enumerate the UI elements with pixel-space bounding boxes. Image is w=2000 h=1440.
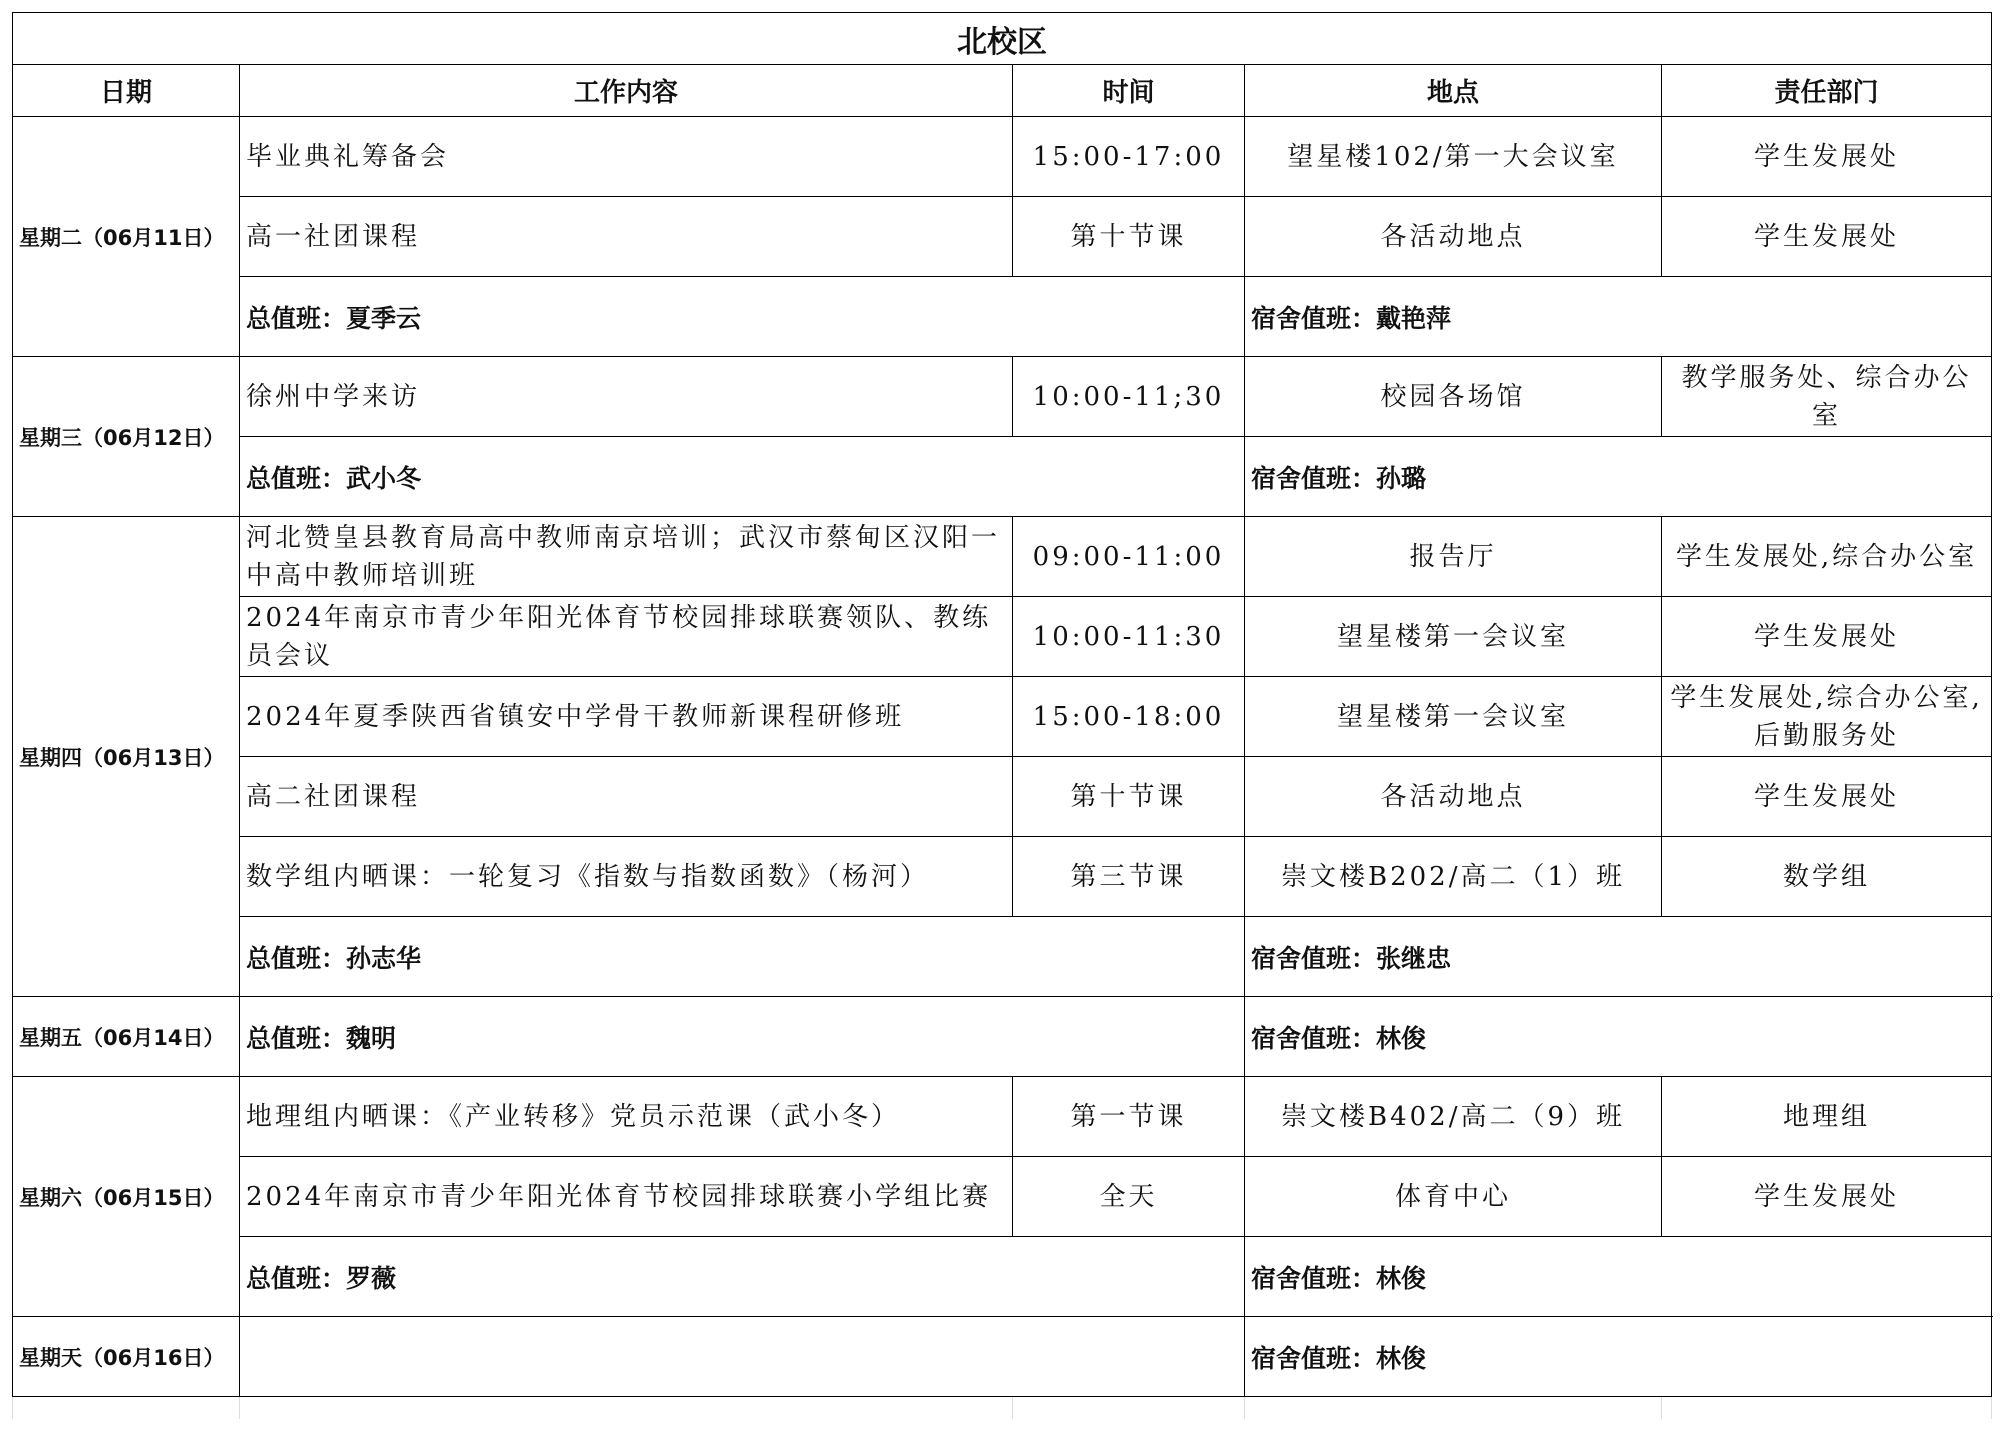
event-row <box>13 197 1992 277</box>
event-time: 第三节课 <box>1013 837 1245 917</box>
event-place: 报告厅 <box>1245 517 1662 597</box>
campus-title: 北校区 <box>13 13 1992 65</box>
event-place: 望星楼第一会议室 <box>1245 597 1662 677</box>
general-duty-label: 总值班： <box>246 943 347 973</box>
day-date: 星期天（06月16日） <box>13 1317 240 1397</box>
header-time: 时间 <box>1013 65 1245 117</box>
trailing-cell <box>1662 1397 1992 1419</box>
event-row <box>13 517 1992 597</box>
event-content: 2024年南京市青少年阳光体育节校园排球联赛领队、教练员会议 <box>240 597 1013 677</box>
event-department: 数学组 <box>1662 837 1992 917</box>
dorm-duty-cell <box>1245 1237 1992 1317</box>
general-duty-name: 罗薇 <box>346 1263 397 1293</box>
trailing-row <box>13 1397 1992 1419</box>
event-department: 学生发展处,综合办公室 <box>1662 517 1992 597</box>
event-content: 2024年南京市青少年阳光体育节校园排球联赛小学组比赛 <box>240 1157 1013 1237</box>
event-department: 学生发展处 <box>1662 597 1992 677</box>
event-department: 学生发展处 <box>1662 757 1992 837</box>
general-duty-label: 总值班： <box>246 1263 347 1293</box>
duty-row <box>13 917 1992 997</box>
header-date: 日期 <box>13 65 240 117</box>
event-time: 10:00-11:30 <box>1013 597 1245 677</box>
general-duty-name: 魏明 <box>346 1023 397 1053</box>
event-department: 地理组 <box>1662 1077 1992 1157</box>
day-date: 星期二（06月11日） <box>13 117 240 357</box>
event-row <box>13 597 1992 677</box>
dorm-duty-label: 宿舍值班： <box>1251 943 1377 973</box>
header-row <box>13 65 1992 117</box>
general-duty-label: 总值班： <box>246 303 347 333</box>
day-date: 星期五（06月14日） <box>13 997 240 1077</box>
day-date: 星期六（06月15日） <box>13 1077 240 1317</box>
trailing-cell <box>240 1397 1013 1419</box>
dorm-duty-cell <box>1245 277 1992 357</box>
dorm-duty-label: 宿舍值班： <box>1251 1263 1377 1293</box>
event-place: 各活动地点 <box>1245 197 1662 277</box>
campus-title-row <box>13 13 1992 65</box>
event-time: 第十节课 <box>1013 197 1245 277</box>
general-duty-name: 武小冬 <box>346 463 422 493</box>
dorm-duty-label: 宿舍值班： <box>1251 1023 1377 1053</box>
day-date: 星期三（06月12日） <box>13 357 240 517</box>
event-content: 数学组内晒课：一轮复习《指数与指数函数》（杨河） <box>240 837 1013 917</box>
event-content: 高二社团课程 <box>240 757 1013 837</box>
dorm-duty-name: 林俊 <box>1376 1343 1427 1373</box>
general-duty-cell <box>240 997 1245 1077</box>
schedule-table <box>12 12 1992 1419</box>
event-place: 体育中心 <box>1245 1157 1662 1237</box>
event-time: 09:00-11:00 <box>1013 517 1245 597</box>
event-row <box>13 1157 1992 1237</box>
event-department: 学生发展处 <box>1662 117 1992 197</box>
event-row <box>13 677 1992 757</box>
dorm-duty-label: 宿舍值班： <box>1251 463 1377 493</box>
general-duty-cell <box>240 917 1245 997</box>
duty-row <box>13 437 1992 517</box>
event-place: 崇文楼B202/高二（1）班 <box>1245 837 1662 917</box>
event-content: 毕业典礼筹备会 <box>240 117 1013 197</box>
dorm-duty-name: 张继忠 <box>1376 943 1452 973</box>
dorm-duty-name: 林俊 <box>1376 1023 1427 1053</box>
dorm-duty-cell <box>1245 1317 1992 1397</box>
dorm-duty-name: 孙璐 <box>1376 463 1427 493</box>
general-duty-cell <box>240 277 1245 357</box>
event-time: 15:00-17:00 <box>1013 117 1245 197</box>
event-content: 高一社团课程 <box>240 197 1013 277</box>
event-department: 教学服务处、综合办公室 <box>1662 357 1992 437</box>
duty-row <box>13 1317 1992 1397</box>
general-duty-cell <box>240 1317 1245 1397</box>
dorm-duty-cell <box>1245 437 1992 517</box>
event-content: 河北赞皇县教育局高中教师南京培训；武汉市蔡甸区汉阳一中高中教师培训班 <box>240 517 1013 597</box>
dorm-duty-label: 宿舍值班： <box>1251 303 1377 333</box>
event-row <box>13 837 1992 917</box>
general-duty-name: 夏季云 <box>346 303 422 333</box>
event-place: 望星楼102/第一大会议室 <box>1245 117 1662 197</box>
event-place: 望星楼第一会议室 <box>1245 677 1662 757</box>
dorm-duty-name: 戴艳萍 <box>1376 303 1452 333</box>
header-place: 地点 <box>1245 65 1662 117</box>
event-content: 地理组内晒课：《产业转移》党员示范课（武小冬） <box>240 1077 1013 1157</box>
header-department: 责任部门 <box>1662 65 1992 117</box>
event-department: 学生发展处 <box>1662 197 1992 277</box>
event-time: 15:00-18:00 <box>1013 677 1245 757</box>
event-content: 徐州中学来访 <box>240 357 1013 437</box>
event-place: 各活动地点 <box>1245 757 1662 837</box>
event-department: 学生发展处 <box>1662 1157 1992 1237</box>
event-row <box>13 1077 1992 1157</box>
event-place: 校园各场馆 <box>1245 357 1662 437</box>
event-row <box>13 117 1992 197</box>
event-row <box>13 357 1992 437</box>
header-content: 工作内容 <box>240 65 1013 117</box>
general-duty-cell <box>240 1237 1245 1317</box>
dorm-duty-label: 宿舍值班： <box>1251 1343 1377 1373</box>
event-department: 学生发展处,综合办公室,后勤服务处 <box>1662 677 1992 757</box>
event-time: 第一节课 <box>1013 1077 1245 1157</box>
duty-row <box>13 277 1992 357</box>
trailing-cell <box>1013 1397 1245 1419</box>
event-time: 10:00-11;30 <box>1013 357 1245 437</box>
dorm-duty-name: 林俊 <box>1376 1263 1427 1293</box>
event-time: 第十节课 <box>1013 757 1245 837</box>
general-duty-name: 孙志华 <box>346 943 422 973</box>
event-place: 崇文楼B402/高二（9）班 <box>1245 1077 1662 1157</box>
duty-row <box>13 997 1992 1077</box>
dorm-duty-cell <box>1245 997 1992 1077</box>
dorm-duty-cell <box>1245 917 1992 997</box>
event-content: 2024年夏季陕西省镇安中学骨干教师新课程研修班 <box>240 677 1013 757</box>
trailing-cell <box>13 1397 240 1419</box>
general-duty-cell <box>240 437 1245 517</box>
schedule-body <box>13 13 1992 1419</box>
trailing-cell <box>1245 1397 1662 1419</box>
duty-row <box>13 1237 1992 1317</box>
general-duty-label: 总值班： <box>246 463 347 493</box>
event-row <box>13 757 1992 837</box>
general-duty-label: 总值班： <box>246 1023 347 1053</box>
day-date: 星期四（06月13日） <box>13 517 240 997</box>
event-time: 全天 <box>1013 1157 1245 1237</box>
